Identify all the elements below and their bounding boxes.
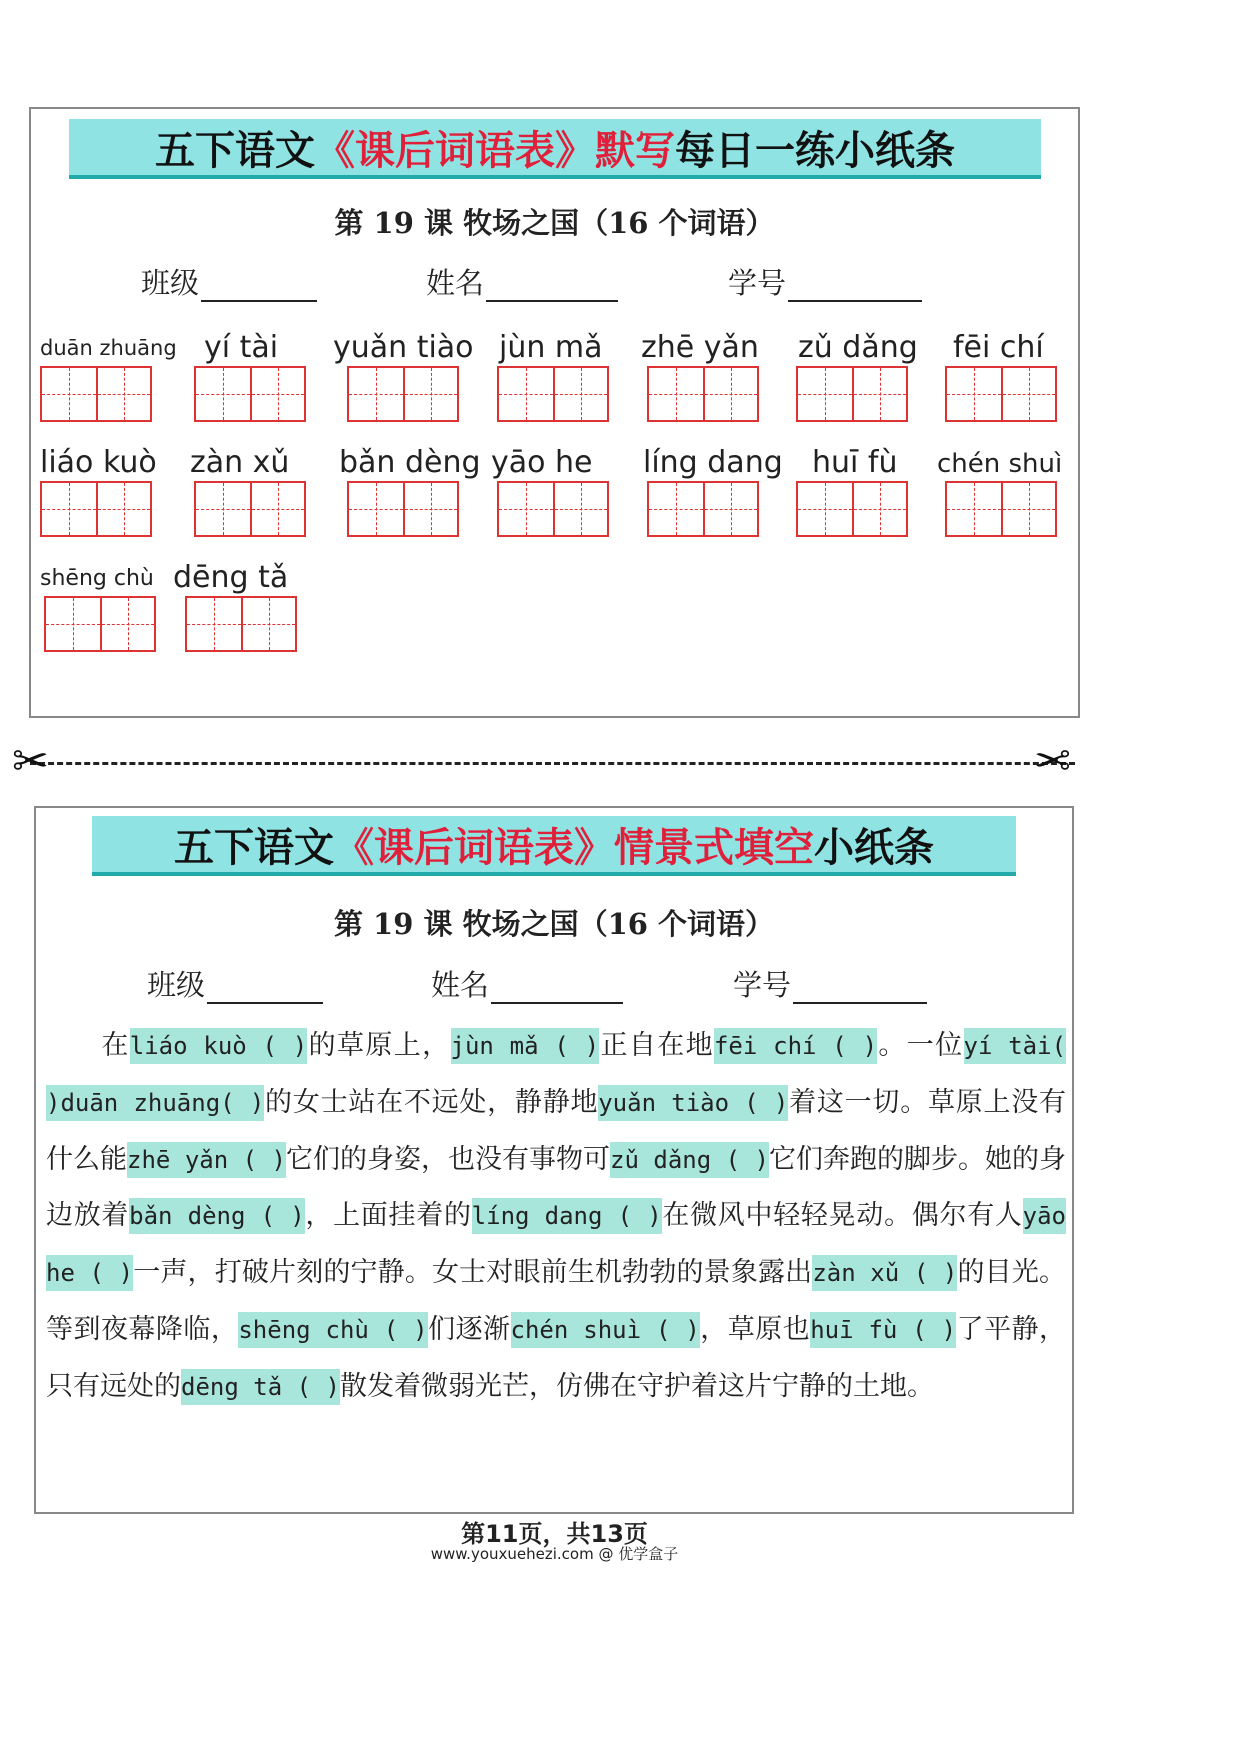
writing-cell[interactable] bbox=[187, 598, 241, 650]
scissors-icon: ✂ bbox=[12, 736, 49, 787]
word-pinyin: yāo he bbox=[491, 445, 593, 480]
passage-text: 在微风中轻轻晃动。偶尔有人 bbox=[661, 1200, 1023, 1232]
fill-in-blank[interactable]: yí tài( ) bbox=[46, 1028, 1066, 1121]
title-highlight: 《课后词语表》情景式填空 bbox=[334, 824, 814, 871]
writing-cell[interactable] bbox=[241, 598, 295, 650]
writing-cell[interactable] bbox=[96, 368, 150, 420]
class-blank-line[interactable] bbox=[201, 270, 317, 302]
passage-text: 。一位 bbox=[877, 1030, 964, 1061]
student-info-row bbox=[36, 963, 1072, 1003]
writing-cell[interactable] bbox=[42, 368, 96, 420]
tianzige-grid[interactable] bbox=[497, 366, 609, 422]
name-field[interactable] bbox=[426, 261, 618, 302]
word-pinyin: shēng chù bbox=[40, 566, 154, 591]
word-pinyin: yí tài bbox=[204, 330, 279, 365]
class-field[interactable] bbox=[141, 261, 317, 302]
fill-in-blank[interactable]: zàn xǔ ( ) bbox=[812, 1255, 957, 1291]
writing-cell[interactable] bbox=[798, 368, 852, 420]
scissors-icon: ✂ bbox=[1034, 736, 1071, 787]
word-pinyin: yuǎn tiào bbox=[333, 330, 474, 365]
class-label: 班级 bbox=[147, 968, 206, 1002]
name-blank-line[interactable] bbox=[491, 972, 623, 1004]
fill-in-blank[interactable]: jùn mǎ ( ) bbox=[451, 1028, 600, 1064]
fill-in-blank[interactable]: duān zhuāng( ) bbox=[60, 1085, 264, 1121]
tianzige-grid[interactable] bbox=[194, 366, 306, 422]
tianzige-grid[interactable] bbox=[647, 481, 759, 537]
writing-cell[interactable] bbox=[852, 368, 906, 420]
word-pinyin: dēng tǎ bbox=[173, 560, 289, 595]
writing-cell[interactable] bbox=[403, 483, 457, 535]
word-pinyin: zàn xǔ bbox=[190, 445, 290, 480]
writing-cell[interactable] bbox=[100, 598, 154, 650]
fill-in-blank[interactable]: dēng tǎ ( ) bbox=[181, 1369, 340, 1405]
tianzige-grid[interactable] bbox=[945, 481, 1057, 537]
number-label: 学号 bbox=[728, 266, 787, 300]
word-pinyin: duān zhuāng bbox=[40, 336, 177, 360]
writing-cell[interactable] bbox=[96, 483, 150, 535]
writing-cell[interactable] bbox=[1001, 368, 1055, 420]
fill-in-blank[interactable]: zǔ dǎng ( ) bbox=[610, 1142, 769, 1178]
number-label: 学号 bbox=[733, 968, 792, 1002]
cloze-passage bbox=[46, 1018, 1066, 1416]
writing-cell[interactable] bbox=[703, 368, 757, 420]
writing-cell[interactable] bbox=[947, 368, 1001, 420]
word-pinyin: huī fù bbox=[812, 445, 898, 480]
student-info-row bbox=[31, 261, 1078, 301]
name-field[interactable] bbox=[431, 963, 623, 1004]
name-label: 姓名 bbox=[431, 968, 490, 1002]
passage-text: 了平静，只有远处的 bbox=[46, 1313, 1067, 1402]
writing-cell[interactable] bbox=[649, 483, 703, 535]
passage-text: 的女士站在不远处，静静地 bbox=[264, 1086, 599, 1118]
writing-cell[interactable] bbox=[196, 483, 250, 535]
tianzige-grid[interactable] bbox=[347, 366, 459, 422]
passage-text: ，草原也 bbox=[699, 1313, 811, 1345]
tianzige-grid[interactable] bbox=[647, 366, 759, 422]
worksheet-title-banner bbox=[69, 119, 1041, 179]
word-pinyin: fēi chí bbox=[953, 330, 1044, 365]
word-pinyin: bǎn dèng bbox=[339, 445, 481, 480]
tianzige-grid[interactable] bbox=[185, 596, 297, 652]
writing-cell[interactable] bbox=[250, 483, 304, 535]
tianzige-grid[interactable] bbox=[945, 366, 1057, 422]
writing-cell[interactable] bbox=[703, 483, 757, 535]
name-label: 姓名 bbox=[426, 266, 485, 300]
writing-cell[interactable] bbox=[1001, 483, 1055, 535]
title-highlight: 《课后词语表》默写 bbox=[315, 127, 675, 174]
tianzige-grid[interactable] bbox=[347, 481, 459, 537]
passage-text: 的目光。等到夜幕降临， bbox=[46, 1257, 1067, 1345]
lesson-subtitle: 第 19 课 牧场之国（16 个词语） bbox=[334, 206, 775, 240]
student-number-field[interactable] bbox=[728, 261, 922, 302]
word-pinyin: líng dang bbox=[643, 445, 783, 480]
writing-cell[interactable] bbox=[42, 483, 96, 535]
writing-cell[interactable] bbox=[852, 483, 906, 535]
title-grade: 五下语文 bbox=[155, 127, 315, 174]
fill-in-blank[interactable]: fēi chí ( ) bbox=[714, 1028, 877, 1064]
writing-cell[interactable] bbox=[499, 483, 553, 535]
word-pinyin: chén shuì bbox=[937, 449, 1063, 479]
fill-in-blank[interactable]: shēng chù ( ) bbox=[238, 1312, 427, 1348]
fill-in-blank[interactable]: huī fù ( ) bbox=[810, 1312, 956, 1348]
class-field[interactable] bbox=[147, 963, 323, 1004]
tianzige-grid[interactable] bbox=[44, 596, 156, 652]
writing-cell[interactable] bbox=[499, 368, 553, 420]
title-suffix: 小纸条 bbox=[814, 824, 934, 871]
writing-cell[interactable] bbox=[798, 483, 852, 535]
word-pinyin: liáo kuò bbox=[40, 445, 157, 480]
title-grade: 五下语文 bbox=[174, 824, 334, 871]
fill-in-blank[interactable]: líng dang ( ) bbox=[472, 1198, 662, 1234]
fill-in-blank[interactable]: bǎn dèng ( ) bbox=[129, 1198, 305, 1234]
writing-cell[interactable] bbox=[553, 368, 607, 420]
passage-text: 在 bbox=[100, 1030, 130, 1061]
number-blank-line[interactable] bbox=[788, 270, 922, 302]
tianzige-grid[interactable] bbox=[796, 481, 908, 537]
passage-text: 散发着微弱光芒，仿佛在守护着这片宁静的土地。 bbox=[339, 1370, 934, 1402]
passage-text: 正自在地 bbox=[599, 1030, 714, 1061]
word-pinyin: jùn mǎ bbox=[499, 330, 603, 365]
fill-in-blank[interactable]: liáo kuò ( ) bbox=[130, 1028, 308, 1064]
tianzige-grid[interactable] bbox=[40, 481, 152, 537]
passage-text: 一声，打破片刻的宁静。女士对眼前生机勃勃的景象露出 bbox=[133, 1257, 813, 1289]
passage-text: 它们奔跑的脚步。她的身边放着 bbox=[46, 1143, 1066, 1232]
writing-cell[interactable] bbox=[250, 368, 304, 420]
fill-in-blank[interactable]: yuǎn tiào ( ) bbox=[598, 1085, 788, 1121]
tianzige-grid[interactable] bbox=[796, 366, 908, 422]
tianzige-grid[interactable] bbox=[40, 366, 152, 422]
lesson-subtitle: 第 19 课 牧场之国（16 个词语） bbox=[333, 907, 775, 941]
writing-cell[interactable] bbox=[403, 368, 457, 420]
number-blank-line[interactable] bbox=[793, 972, 927, 1004]
passage-text: 着这一切。草原上没有什么能 bbox=[46, 1086, 1067, 1175]
site-watermark: www.youxuehezi.com @ 优学盒子 bbox=[430, 1545, 679, 1563]
class-label: 班级 bbox=[141, 266, 200, 300]
tianzige-grid[interactable] bbox=[194, 481, 306, 537]
class-blank-line[interactable] bbox=[207, 972, 323, 1004]
worksheet-title-banner bbox=[92, 816, 1016, 876]
fill-in-blank[interactable]: zhē yǎn ( ) bbox=[127, 1142, 286, 1178]
page-number: 第11页，共13页 bbox=[461, 1520, 648, 1548]
fill-in-blank[interactable]: yāo he ( ) bbox=[46, 1198, 1066, 1291]
word-pinyin: zǔ dǎng bbox=[798, 330, 918, 365]
passage-text: 们逐渐 bbox=[427, 1313, 511, 1345]
writing-cell[interactable] bbox=[46, 598, 100, 650]
writing-cell[interactable] bbox=[947, 483, 1001, 535]
dictation-worksheet bbox=[29, 107, 1080, 718]
cloze-worksheet bbox=[34, 806, 1074, 1514]
passage-text: 它们的身姿，也没有事物可 bbox=[285, 1143, 611, 1175]
writing-cell[interactable] bbox=[649, 368, 703, 420]
student-number-field[interactable] bbox=[733, 963, 927, 1004]
cut-line bbox=[30, 762, 1075, 765]
word-pinyin: zhē yǎn bbox=[641, 330, 759, 365]
tianzige-grid[interactable] bbox=[497, 481, 609, 537]
name-blank-line[interactable] bbox=[486, 270, 618, 302]
fill-in-blank[interactable]: chén shuì ( ) bbox=[511, 1312, 700, 1348]
writing-cell[interactable] bbox=[349, 368, 403, 420]
passage-text: 的草原上， bbox=[307, 1030, 451, 1061]
writing-cell[interactable] bbox=[196, 368, 250, 420]
title-suffix: 每日一练小纸条 bbox=[675, 127, 955, 174]
writing-cell[interactable] bbox=[349, 483, 403, 535]
passage-text: ，上面挂着的 bbox=[304, 1200, 472, 1232]
writing-cell[interactable] bbox=[553, 483, 607, 535]
